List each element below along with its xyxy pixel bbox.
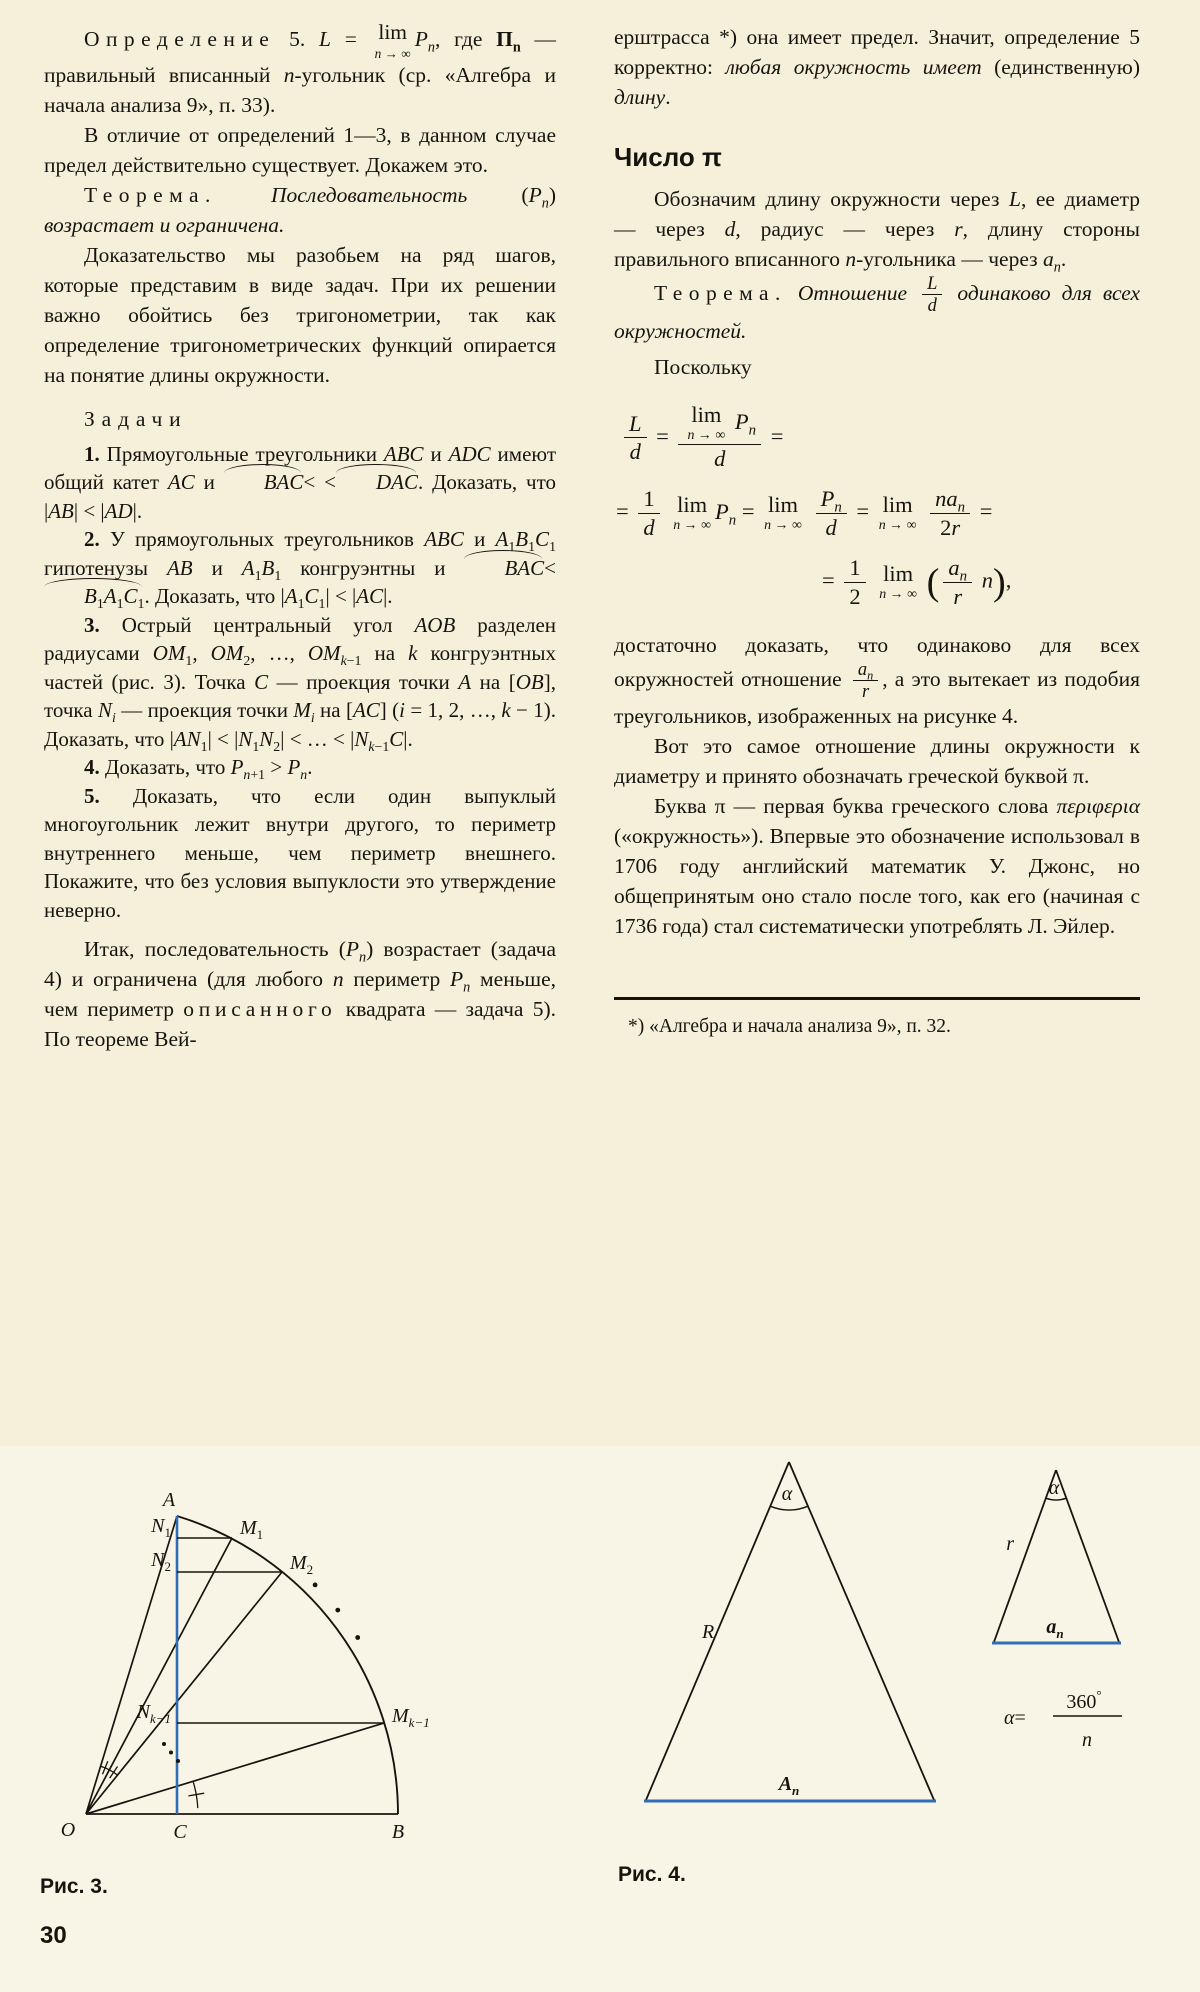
point-label-M1: $M_1$	[240, 1517, 264, 1542]
figure-4-caption: Рис. 4.	[618, 1863, 686, 1886]
figure-4	[606, 1448, 1162, 1887]
theorem-paragraph: Теорема. Последовательность $(P_n)$ возрастает и ограничена.	[44, 182, 556, 237]
alpha-label-small: α	[1048, 1477, 1060, 1499]
angle-ticks	[101, 1761, 205, 1808]
task-item-1: 1. Прямоугольные треугольники ABC и ADC имеют общий катет AC и BAC< < DAC. Доказать, что |AB| < |AD|.	[44, 441, 557, 523]
notation-paragraph: Обозначим длину окружности через L, ее диаметр — через d, радиус — через r, длину стороны правильного вписанного n-угольника — через $a_n$.	[614, 187, 1141, 276]
point-label-C: C	[173, 1821, 187, 1843]
large-apex-angle-arc	[770, 1506, 808, 1510]
task-item-2: 2. У прямоугольных треугольников ABC и $A_1B_1C_1$ гипотенузы AB и $A_1B_1$ конгруэнтны и $BAC<B_1A_1C_1$. Доказать, что $|A_1C_1| < |AC|$.	[44, 527, 556, 612]
left-column	[44, 22, 556, 1054]
footnote-rule	[614, 997, 1140, 1000]
since-word: Поскольку	[654, 354, 752, 379]
figure-4-drawing	[606, 1448, 1154, 1848]
numerator-360-deg: 360°	[1066, 1687, 1102, 1713]
display-formula-line-3: = $\frac{1}{2}$ lim n → ∞ ( $\frac{a_n}{r}$ n),	[822, 554, 1012, 609]
point-label-O: O	[60, 1819, 76, 1841]
sufficiency-paragraph: достаточно доказать, что одинаково для всех окружностей отношение $\frac{a_n}{r}$ , а это вытекает из подобия треугольников, изображенных на рисунке 4.	[614, 632, 1140, 729]
arc-AB	[177, 1516, 398, 1814]
point-label-Mk1: $M_{k-1}$	[392, 1705, 430, 1730]
task-item-4: 4. Доказать, что $P_{n+1} > P_n$.	[84, 755, 313, 783]
weierstrass-paragraph: ерштрасса *) она имеет предел. Значит, определение 5 корректно: любая окружность имеет (единственную) длину.	[614, 25, 1140, 109]
alpha-equals-text: α=	[1004, 1707, 1026, 1729]
sector-radii	[86, 1516, 398, 1814]
conclusion-paragraph: Итак, последовательность $(P_n)$ возрастает (задача 4) и ограничена (для любого n периметр $P_n$ меньше, чем периметр описанного квадрата — задача 5). По теореме Вей-	[44, 937, 556, 1052]
point-label-B: B	[391, 1821, 405, 1843]
task-item-3: 3. Острый центральный угол AOB разделен радиусами $OM_1$, $OM_2$, …, $OM_{k-1}$ на k конгруэнтных частей (рис. 3). Точка C — проекция точки A на [OB], точка $N_i$ — проекция точки $M_i$ на [AC] (i = 1, 2, …, k − 1). Доказать, что $|AN_1| < |N_1N_2|$ < … < $|N_{k-1}C|$.	[44, 612, 557, 755]
point-label-N1: $N_1$	[151, 1515, 171, 1540]
radius-r-label: r	[1006, 1533, 1014, 1555]
right-column	[614, 22, 1140, 1040]
large-triangle	[646, 1462, 934, 1800]
definition-5-paragraph: Определение 5. L = lim n → ∞ $P_n$, где $П_n$ — правильный вписанный n-угольник (ср. «Алгебра и начала анализа 9», п. 33).	[44, 20, 557, 117]
page-number: 30	[40, 1922, 67, 1949]
ratio-theorem-paragraph: Теорема. Отношение $\frac{L}{d}$ одинаково для всех окружностей.	[614, 273, 1141, 343]
alpha-label-large: α	[781, 1483, 793, 1505]
side-an-label: $a_n$	[1046, 1616, 1064, 1641]
ellipsis-dots-arc	[313, 1583, 360, 1640]
tasks-heading: Задачи	[84, 406, 188, 431]
task-item-5: 5. Доказать, что если один выпуклый многоугольник лежит внутри другого, то периметр внутреннего меньше, чем периметр внешнего. Покажите, что без условия выпуклости это утверждение неверно.	[44, 783, 556, 922]
side-An-label: $A_n$	[778, 1773, 800, 1798]
radius-R-label: R	[702, 1621, 715, 1643]
pi-history-paragraph: Буква π — первая буква греческого слова περιφερια («окружность»). Впервые это обозначение использовал в 1706 году английский математик У. Джонс, но общепринятым оно стало после того, как его (начиная с 1736 года) стал систематически употреблять Л. Эйлер.	[614, 794, 1140, 939]
point-label-A: A	[162, 1489, 176, 1511]
figure-3-caption: Рис. 3.	[40, 1875, 108, 1898]
point-label-N2: $N_2$	[151, 1549, 171, 1574]
paragraph: В отличие от определений 1—3, в данном случае предел действительно существует. Докажем это.	[44, 122, 556, 177]
alpha-formula	[1004, 1687, 1122, 1751]
proof-intro-paragraph: Доказательство мы разобьем на ряд шагов, которые представим в виде задач. При их решении важно обойтись без тригонометрии, так как определение тригонометрических функций опирается на понятие длины окружности.	[44, 242, 556, 387]
footnote: *) «Алгебра и начала анализа 9», п. 32.	[628, 1015, 951, 1037]
section-heading-number-pi: Число π	[614, 142, 722, 172]
projection-segments	[177, 1538, 384, 1723]
point-label-M2: $M_2$	[290, 1552, 314, 1577]
denominator-n: n	[1082, 1729, 1092, 1751]
display-formula-line-1: $\frac{L}{d}$ = lim n → ∞ $P_n$ d =	[620, 404, 1140, 472]
figure-3-drawing	[28, 1462, 466, 1860]
pi-definition-paragraph: Вот это самое отношение длины окружности к диаметру и принято обозначать греческой буквой π.	[614, 734, 1140, 789]
figure-3	[28, 1462, 478, 1899]
point-label-Nk1: $N_{k-1}$	[136, 1701, 171, 1726]
display-formula-line-2: = $\frac{1}{d}$ lim n → ∞ $P_n$ = lim n → ∞ $\frac{P_n}{d}$ = lim n → ∞ $\frac{na_n}{2r}$ =	[616, 486, 993, 541]
